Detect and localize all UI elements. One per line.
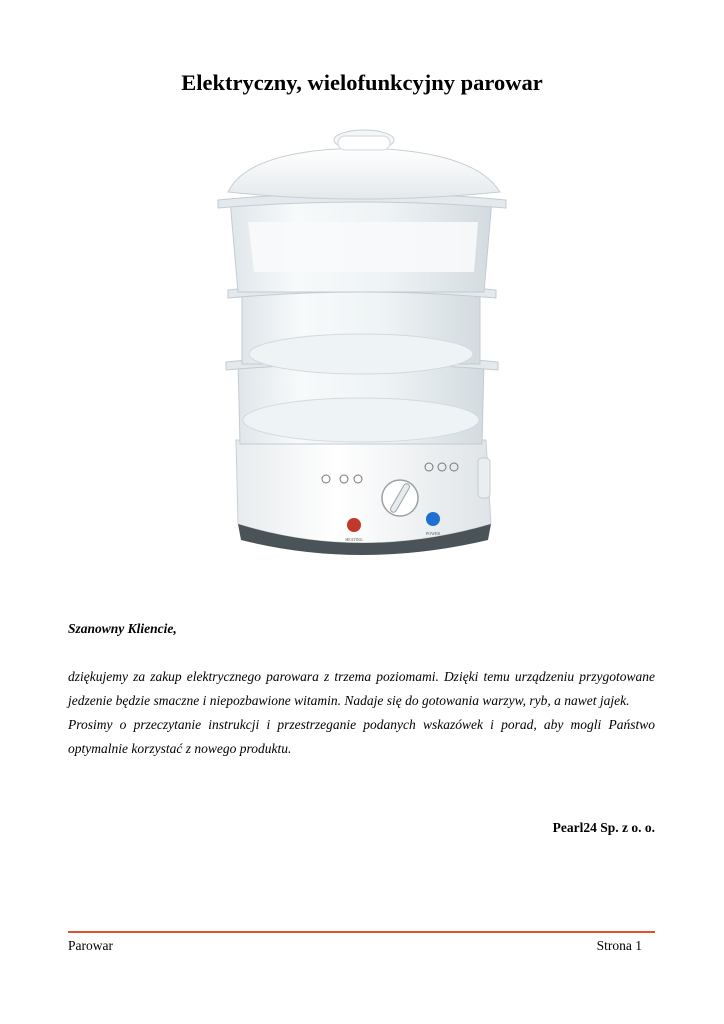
- body-text: [68, 665, 655, 761]
- document-title: Elektryczny, wielofunkcyjny parowar: [181, 70, 543, 95]
- paragraph: dziękujemy za zakup elektrycznego parowara z trzema poziomami. Dzięki temu urządzeniu przygotowane jedzenie będzie smaczne i niepozbawione witamin. Nadaje się do gotowania warzyw, ryb, a nawet jajek.: [68, 669, 655, 708]
- salutation: Szanowny Kliencie,: [68, 621, 177, 636]
- heating-label: HEATING: [345, 537, 363, 542]
- paragraph: Prosimy o przeczytanie instrukcji i przestrzeganie podanych wskazówek i porad, aby mogli Państwo optymalnie korzystać z nowego produktu.: [68, 717, 655, 756]
- power-label: POWER: [426, 531, 440, 536]
- food-steamer-image: [208, 122, 514, 562]
- footer-page-number: Strona 1: [596, 938, 642, 953]
- footer-document-name: Parowar: [68, 938, 113, 953]
- signature: Pearl24 Sp. z o. o.: [552, 820, 655, 835]
- footer-divider: [68, 931, 655, 933]
